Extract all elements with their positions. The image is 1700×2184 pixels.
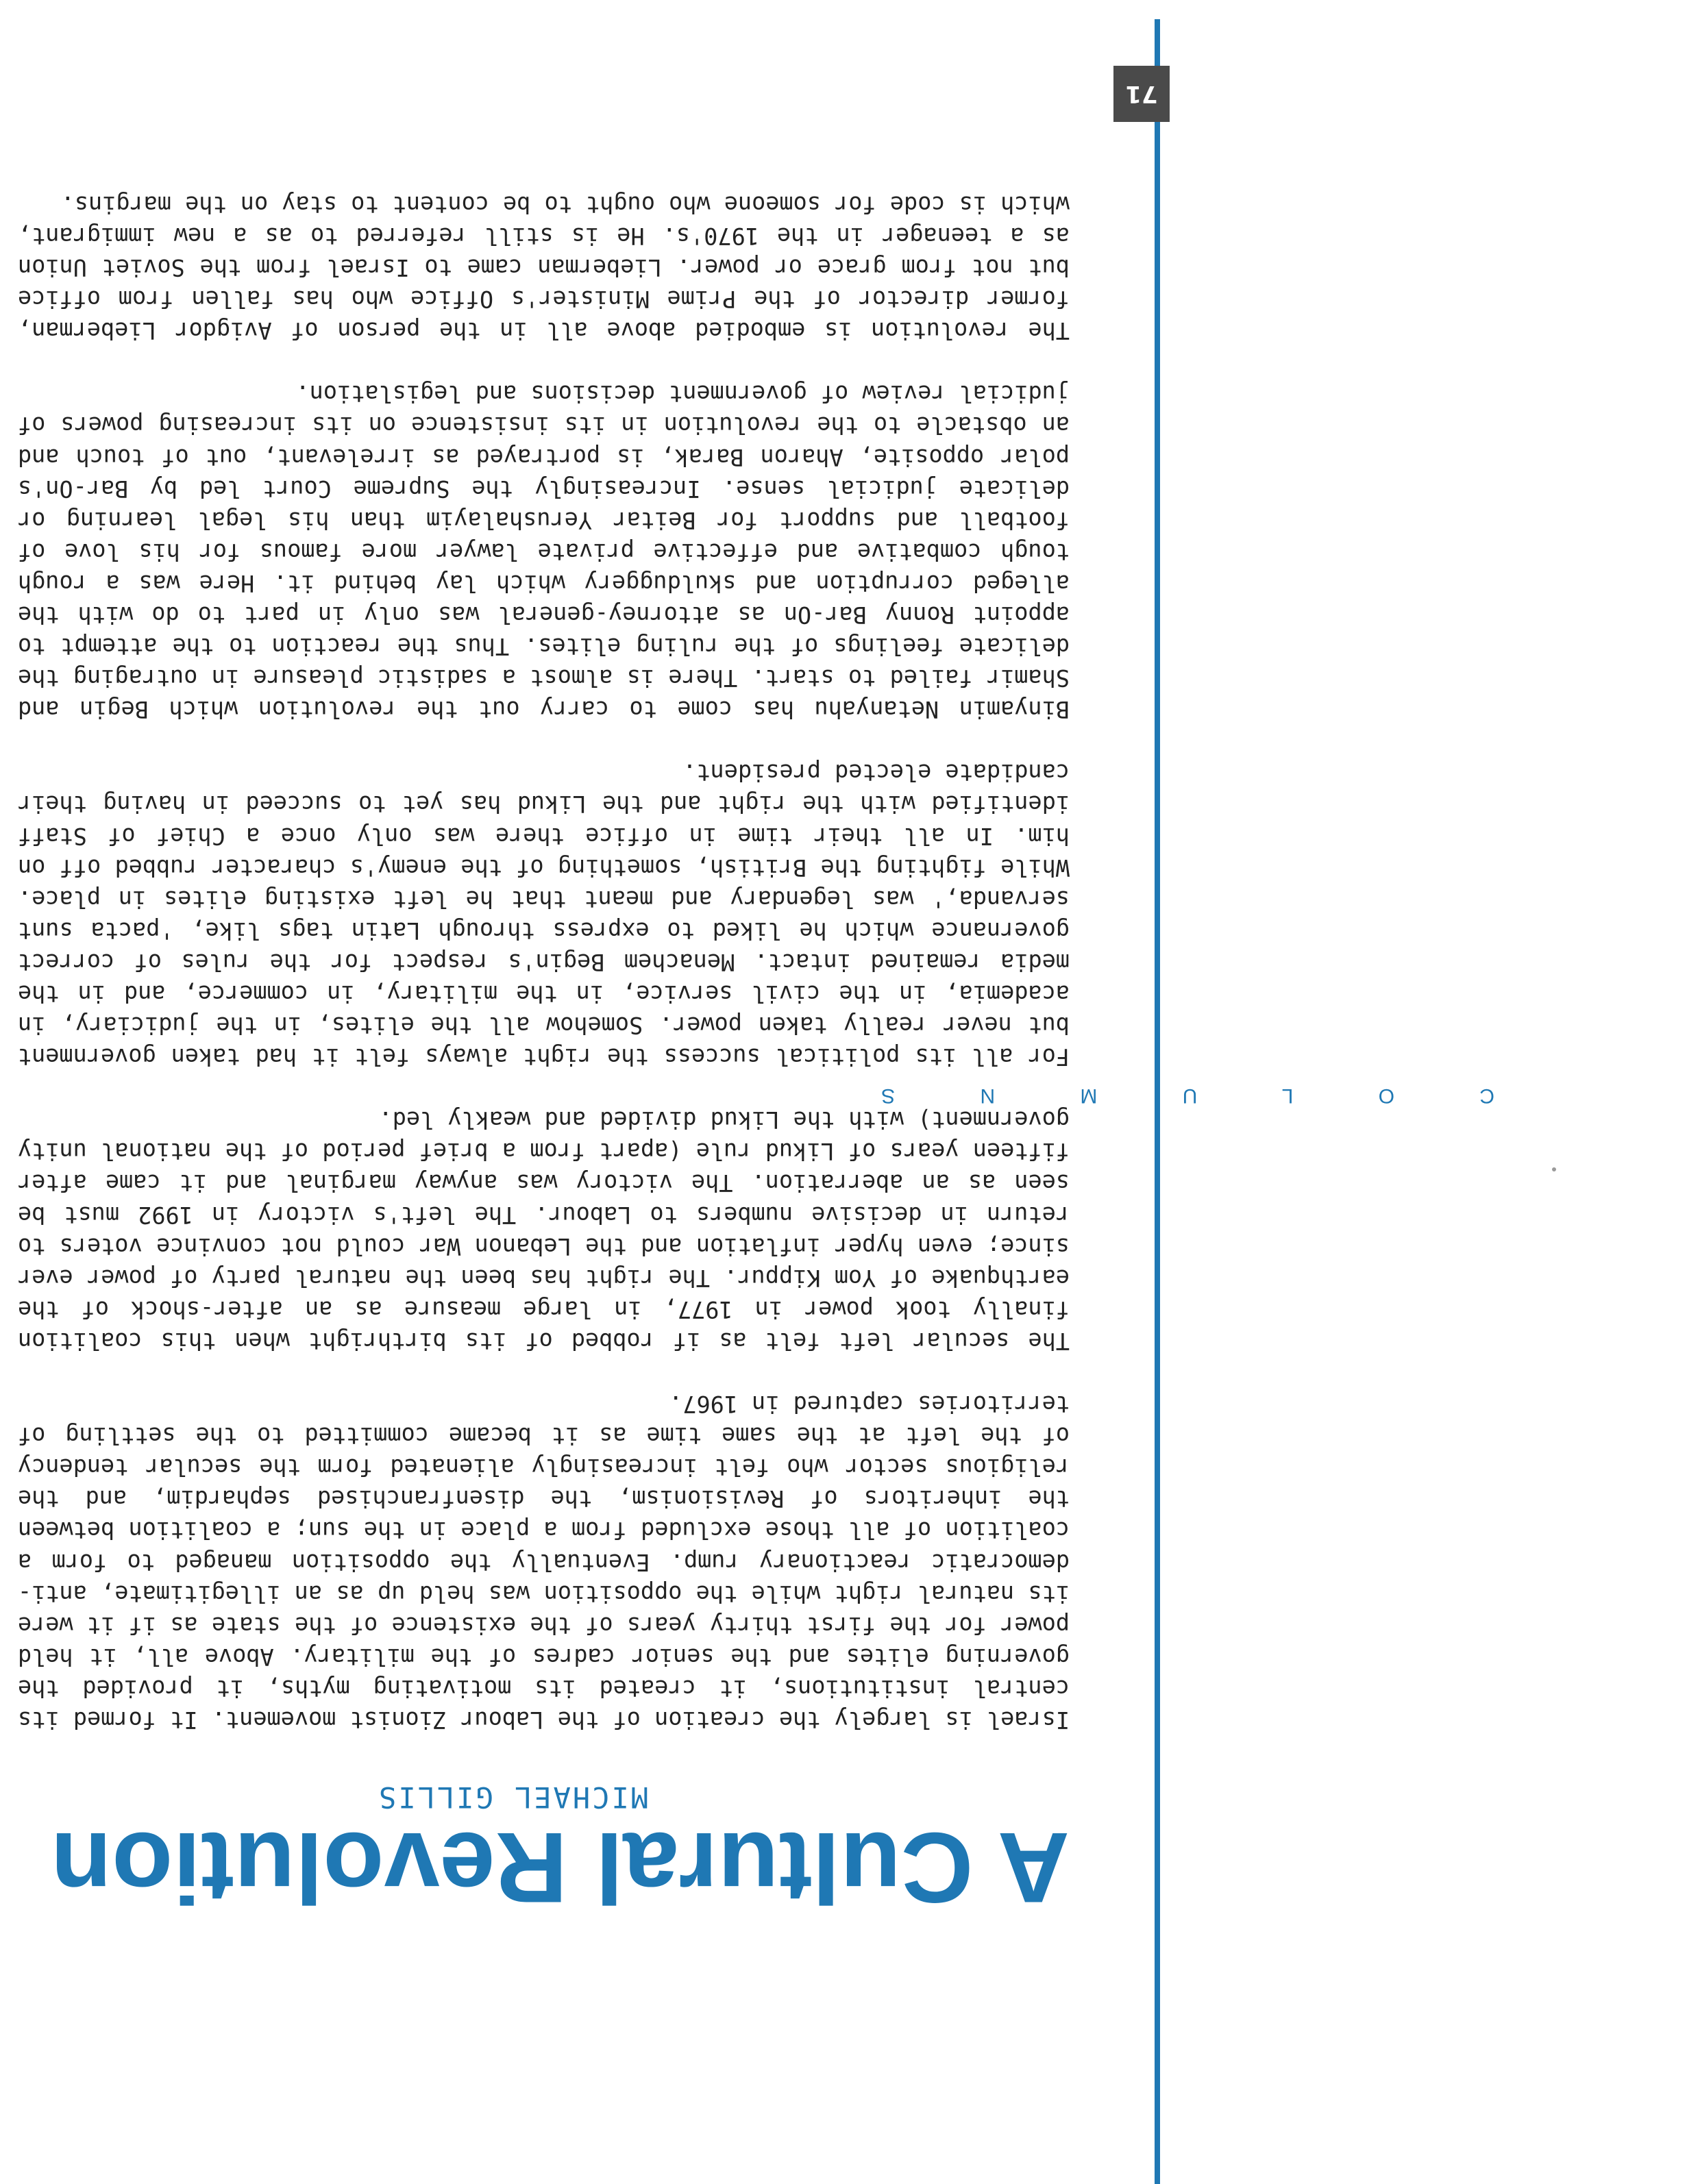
paragraph: The revolution is embodied above all in the person of Avigdor Lieberman, former director of the Prime Minister's Office who has fallen from office but not from grace or power. Lieberman came to Israel from the Soviet Union as a teenager in the 1970's. He is still referred to as a new immigrant, which is code for someone who ought to be content to stay on the margins. [18, 190, 1070, 345]
paragraph: Israel is largely the creation of the Labour Zionist movement. It formed its central institutions, it created its motivating myths, it provided the governing elites and the senior cadres of the military. Above all, it held power for the first thirty years of the existence of the state as if it were its natural right while the opposition was held up as an illegitimate, anti-democratic reactionary rump. Eventually the opposition managed to form a coalition of all those excluded from a place in the sun; a coalition between the inheritors of Revisionism, the disenfranchised sephardim, and the religious sector who felt increasingly alienated form the secular tendency of the left at the same time as it became committed to the settling of territories captured in 1967. [18, 1391, 1070, 1733]
article-body [18, 157, 1070, 1735]
paragraph: For all its political success the right always felt it had taken government but never really taken power. Somehow all the elites, in the judiciary, in academia, in the civil service, in the military, in commerce, and in the media remained intact. Menachem Begin's respect for the rules of correct governance which he liked to express through Latin tags like, 'pacta sunt servanda,' was legendary and meant that he left existing elites in place. While fighting the British, something of the enemy's character rubbed off on him. In all their time in office there was only once a Chief of Staff identified with the right and the Likud has yet to succeed in having their candidate elected president. [18, 759, 1070, 1071]
paragraph: The secular left felt as if robbed of its birthright when this coalition finally took power in 1977, in large measure as an after-shock of the earthquake of Yom Kippur. The right has been the natural party of power ever since; even hyper inflation and the Lebanon War could not convince voters to return in decisive numbers to Labour. The left's victory in 1992 must be seen as an aberration. The victory was anyway marginal and it came after fifteen years of Likud rule (apart from a brief period of the national unity government) with the Likud divided and weakly led. [18, 1106, 1070, 1354]
section-label: C O L U M N S [841, 1084, 1494, 1107]
article-title: A Cultural Revolution [50, 1812, 1070, 1924]
paper-speck [1552, 1167, 1556, 1171]
article-author: MICHAEL GILLIS [376, 1780, 648, 1814]
paragraph: Binyamin Netanyahu has come to carry out the revolution which Begin and Shamir failed to start. There is almost a sadistic pleasure in outraging the delicate feelings of the ruling elites. Thus the reaction to the attempt to appoint Ronny Bar-On as attorney-general was only in part to do with the alleged corruption and skulduggery which lay behind it. Here was a rough tough combative and effective private lawyer more famous for his love of football and support for Beitar Yerushalayim than his legal learning or delicate judicial sense. Increasingly the Supreme Court led by Bar-On's polar opposite, Aharon Barak, is portrayed as irrelevant, out of touch and an obstacle to the revolution in its insistence on its increasing powers of judicial review of government decisions and legislation. [18, 380, 1070, 723]
page-number: 71 [1113, 66, 1170, 122]
